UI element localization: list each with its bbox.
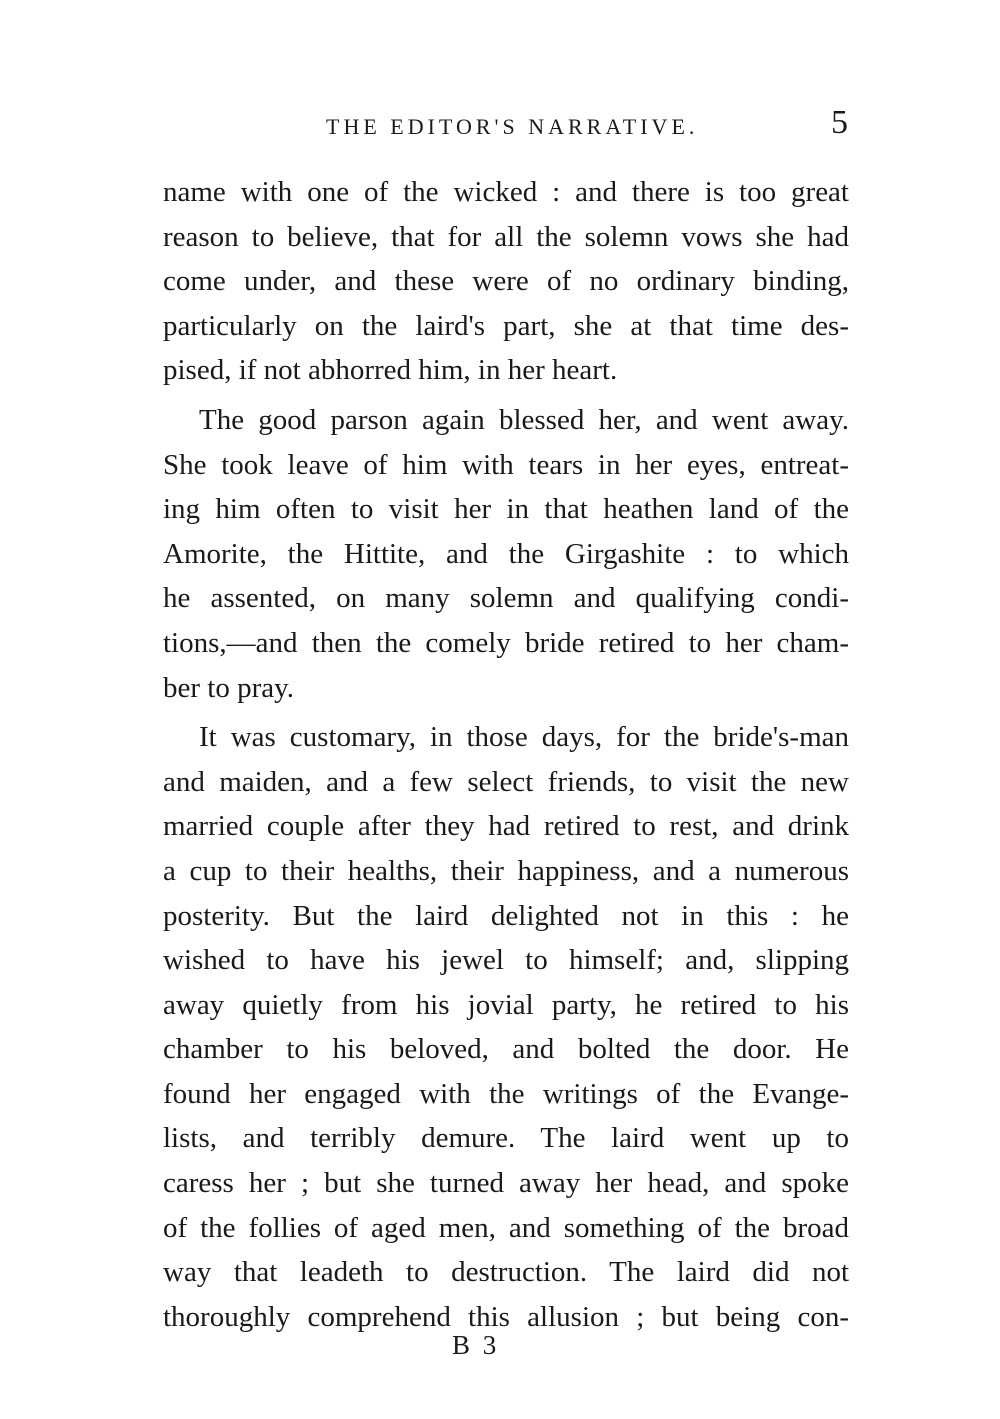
paragraph [163, 170, 849, 393]
paragraph [163, 398, 849, 710]
text-line: ing him often to visit her in that heathen land of the [163, 493, 849, 526]
signature-mark: B 3 [452, 1330, 500, 1360]
text-line: he assented, on many solemn and qualifying condi- [163, 582, 849, 615]
text-line: married couple after they had retired to rest, and drink [163, 810, 849, 843]
text-line: and maiden, and a few select friends, to visit the new [163, 765, 849, 798]
text-line: way that leadeth to destruction. The laird did not [163, 1256, 849, 1289]
paragraph [163, 715, 849, 1339]
text-line: away quietly from his jovial party, he retired to his [163, 988, 849, 1021]
text-line: come under, and these were of no ordinary binding, [163, 265, 849, 298]
text-line: found her engaged with the writings of the Evange- [163, 1077, 849, 1110]
text-line: Amorite, the Hittite, and the Girgashite : to which [163, 537, 849, 570]
text-line: The good parson again blessed her, and went away. [199, 403, 849, 436]
text-line: caress her ; but she turned away her head, and spoke [163, 1167, 849, 1200]
text-line: of the follies of aged men, and something of the broad [163, 1211, 849, 1244]
running-head: THE EDITOR'S NARRATIVE. [326, 114, 699, 139]
body-text [163, 170, 849, 1339]
text-line: tions,—and then the comely bride retired to her cham- [163, 626, 849, 659]
text-line: wished to have his jewel to himself; and, slipping [163, 944, 849, 977]
text-line: a cup to their healths, their happiness, and a numerous [163, 854, 849, 887]
text-line: thoroughly comprehend this allusion ; but being con- [163, 1300, 849, 1333]
text-line: pised, if not abhorred him, in her heart. [163, 354, 618, 387]
text-line: ber to pray. [163, 671, 294, 704]
text-line: chamber to his beloved, and bolted the door. He [163, 1033, 849, 1066]
text-line: name with one of the wicked : and there is too great [163, 176, 849, 208]
text-line: posterity. But the laird delighted not in this : he [163, 899, 849, 932]
text-line: reason to believe, that for all the solemn vows she had [163, 220, 849, 253]
page-number: 5 [831, 104, 848, 141]
text-line: lists, and terribly demure. The laird went up to [163, 1122, 849, 1155]
text-line: It was customary, in those days, for the bride's-man [199, 721, 849, 754]
text-line: She took leave of him with tears in her eyes, entreat- [163, 448, 849, 481]
text-line: particularly on the laird's part, she at that time des- [163, 309, 849, 342]
